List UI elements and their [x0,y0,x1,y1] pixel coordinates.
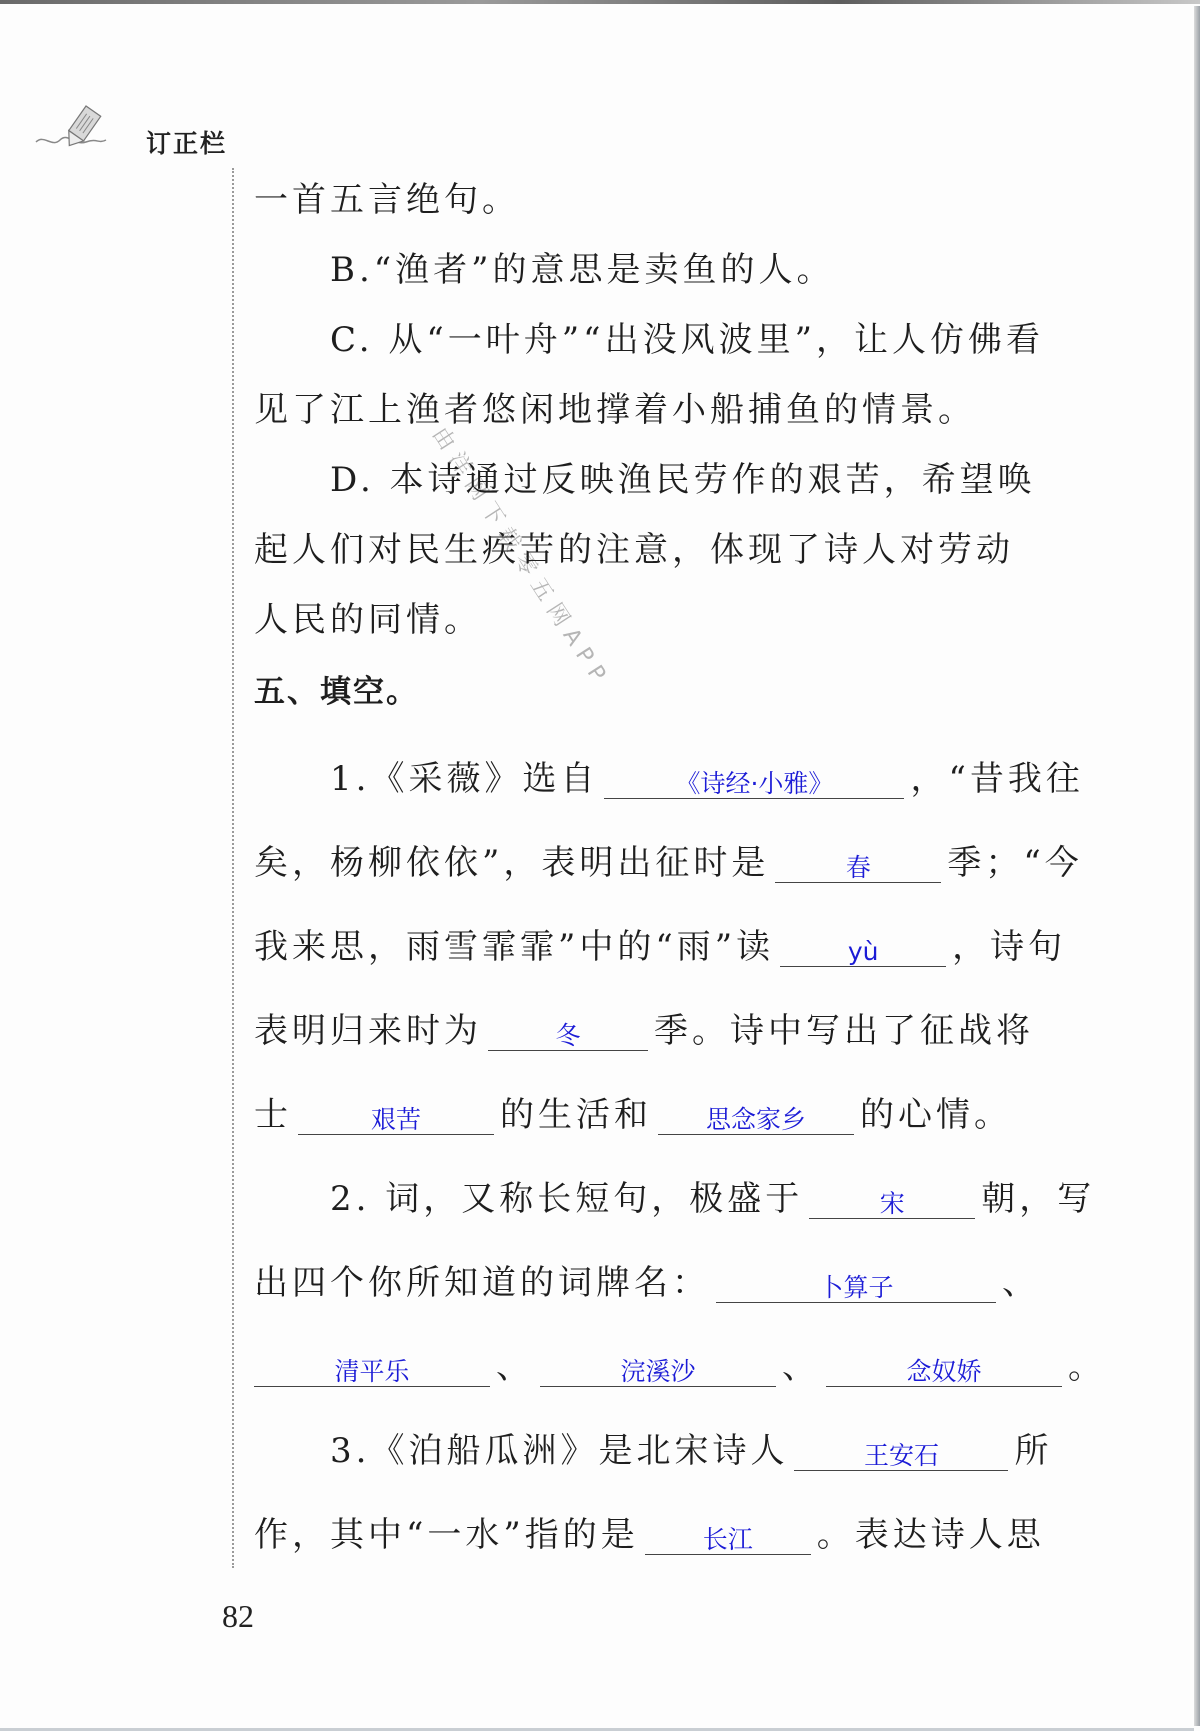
answer-text: 宋 [879,1189,905,1218]
answer-text: 念奴娇 [906,1357,982,1386]
q1-text: 表明归来时为 [254,1011,482,1051]
q2-line1 [330,1178,1095,1219]
q1-text: 的心情。 [860,1095,1012,1135]
q2-text: 2. 词，又称长短句，极盛于 [330,1179,804,1219]
pencil-icon [34,104,124,158]
q2-line2 [254,1262,1040,1303]
q1-text: 矣，杨柳依依”，表明出征时是 [254,843,770,883]
option-d-line3: 人民的同情。 [254,600,482,640]
q1-text: 的生活和 [500,1095,652,1135]
q1-blank-source[interactable] [604,758,904,799]
option-b: B.“渔者”的意思是卖鱼的人。 [330,250,835,290]
option-d-line2: 起人们对民生疾苦的注意，体现了诗人对劳动 [254,530,1014,570]
q2-blank-dynasty[interactable] [809,1178,975,1219]
q1-line1 [330,758,1084,799]
answer-text: 卜算子 [818,1273,894,1302]
q1-line5 [254,1094,1012,1135]
q1-blank-pronunciation[interactable] [780,926,946,967]
q1-blank-life[interactable] [298,1094,494,1135]
q2-blank-cipai-1[interactable] [716,1262,996,1303]
answer-text: 春 [845,853,871,882]
answer-text: 冬 [555,1021,581,1050]
q1-text: ，诗句 [952,927,1067,967]
option-c-line2: 见了江上渔者悠闲地撑着小船捕鱼的情景。 [254,390,976,430]
q2-blank-cipai-3[interactable] [540,1346,776,1387]
section-five-heading: 五、填空。 [254,674,419,710]
page-number: 82 [222,1598,254,1634]
answer-text: 浣溪沙 [620,1357,696,1386]
margin-divider [232,168,234,1568]
q3-text: 所 [1014,1431,1053,1471]
answer-text: 思念家乡 [705,1105,806,1134]
q1-text: 季。诗中写出了征战将 [654,1011,1034,1051]
q2-separator: 、 [1002,1263,1040,1303]
q1-text: 我来思，雨雪霏霏”中的“雨”读 [254,927,775,967]
answer-text: 清平乐 [334,1357,410,1386]
q1-text: ，“昔我往 [910,759,1084,799]
page-top-edge [0,0,1200,4]
q3-line2 [254,1514,1045,1555]
q2-text: 出四个你所知道的词牌名： [254,1263,710,1303]
answer-text: 王安石 [863,1441,939,1470]
q3-blank-river[interactable] [645,1514,811,1555]
answer-text: 《诗经·小雅》 [675,769,834,798]
q3-text: 作，其中“一水”指的是 [254,1515,639,1555]
q1-blank-feeling[interactable] [658,1094,854,1135]
correction-column-title: 订正栏 [146,129,228,158]
q2-blank-cipai-2[interactable] [254,1346,490,1387]
option-a-tail: 一首五言绝句。 [254,180,520,220]
q1-text: 士 [254,1095,292,1135]
q1-text: 季；“今 [947,843,1083,883]
q1-line3 [254,926,1066,967]
q2-end-mark: 。 [1068,1347,1106,1387]
page-right-edge [1194,6,1200,1726]
q3-line1 [330,1430,1052,1471]
watermark: 由洋网下载零五网APP [426,422,615,693]
q1-blank-return-season[interactable] [488,1010,648,1051]
q1-blank-departure-season[interactable] [775,842,941,883]
q1-line2 [254,842,1083,883]
q2-line3 [254,1346,1106,1387]
q1-line4 [254,1010,1034,1051]
q2-separator: 、 [782,1347,820,1387]
answer-text: 艰苦 [370,1105,421,1134]
answer-text: yù [847,937,879,966]
q3-text: 3.《泊船瓜洲》是北宋诗人 [330,1431,789,1471]
q3-blank-poet[interactable] [794,1430,1008,1471]
option-d-line1: D. 本诗通过反映渔民劳作的艰苦，希望唤 [330,460,1036,500]
option-c-line1: C. 从“一叶舟”“出没风波里”，让人仿佛看 [330,320,1044,360]
q2-text: 朝，写 [981,1179,1096,1219]
correction-column-header [34,104,234,160]
q2-separator: 、 [496,1347,534,1387]
q2-blank-cipai-4[interactable] [826,1346,1062,1387]
q3-text: 。表达诗人思 [816,1515,1045,1555]
answer-text: 长江 [702,1525,753,1554]
q1-text: 1.《采薇》选自 [330,759,599,799]
